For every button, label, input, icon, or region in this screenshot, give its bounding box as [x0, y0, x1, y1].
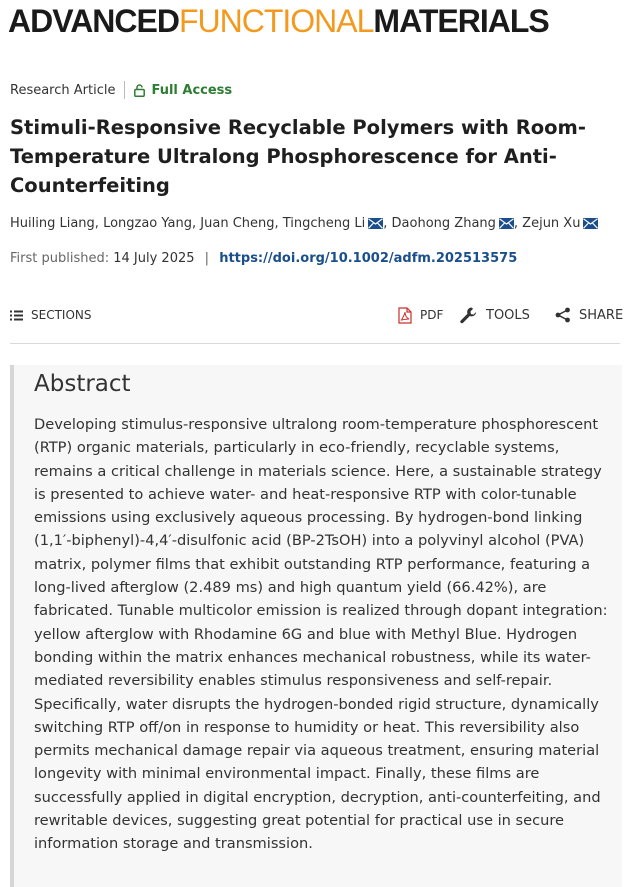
- share-button[interactable]: [555, 304, 623, 326]
- tools-button[interactable]: [459, 304, 530, 326]
- abstract-text: Developing stimulus-responsive ultralong room-temperature phosphorescent (RTP) organic materials, particularly in eco-friendly, recyclable systems, remains a critical challenge in materials science. Here, a sustainable strategy is presented to achieve water- and heat-responsive RTP with color-tunable emissions using exclusively aqueous processing. By hydrogen-bond linking (1,1′-biphenyl)-4,4′-disulfonic acid (BP-2TsOH) into a polyvinyl alcohol (PVA) matrix, polymer films that exhibit outstanding RTP performance, featuring a long-lived afterglow (2.489 ms) and high quantum yield (66.42%), are fabricated. Tunable multicolor emission is realized through dopant integration: yellow afterglow with Rhodamine 6G and blue with Methyl Blue. Hydrogen bonding within the matrix enhances mechanical robustness, while its water-mediated reversibility enables stimulus responsiveness and self-repair. Specifically, water disrupts the hydrogen-bonded rigid structure, dynamically switching RTP off/on in response to humidity or heat. This reversibility also permits mechanical damage repair via aqueous treatment, ensuring material longevity with minimal environmental impact. Finally, these films are successfully applied in digital encryption, decryption, anti-counterfeiting, and rewritable devices, suggesting great potential for practical use in secure information storage and transmission.: [34, 416, 608, 853]
- share-icon: [555, 307, 571, 323]
- pdf-button[interactable]: [398, 304, 443, 326]
- doi-link[interactable]: https://doi.org/10.1002/adfm.202513575: [219, 251, 518, 266]
- journal-logo-word-advanced: ADVANCED: [8, 3, 179, 39]
- publication-info: [10, 250, 517, 268]
- article-toolbar: [10, 304, 624, 326]
- access-badge: [134, 83, 232, 98]
- first-published-date: 14 July 2025: [113, 251, 195, 266]
- abstract-section: [10, 365, 622, 887]
- author[interactable]: [10, 216, 103, 231]
- pdf-icon: [398, 307, 412, 324]
- list-icon: [10, 310, 23, 321]
- email-icon[interactable]: [499, 218, 514, 229]
- email-icon[interactable]: [368, 218, 383, 229]
- author[interactable]: [103, 216, 200, 231]
- first-published-label: First published:: [10, 251, 110, 266]
- author-name[interactable]: Tingcheng Li: [282, 216, 366, 231]
- author-separator: ,: [192, 216, 201, 231]
- pdf-label: PDF: [420, 308, 444, 322]
- author-name[interactable]: Huiling Liang: [10, 216, 95, 231]
- article-type: Research Article: [10, 82, 116, 98]
- author-name[interactable]: Zejun Xu: [522, 216, 581, 231]
- email-icon[interactable]: [583, 218, 598, 229]
- journal-logo-word-functional: FUNCTIONAL: [178, 3, 374, 39]
- pub-divider: |: [204, 251, 210, 266]
- tools-label: TOOLS: [486, 307, 530, 323]
- toolbar-divider: [10, 343, 620, 344]
- journal-logo-word-materials: MATERIALS: [373, 3, 549, 39]
- journal-logo[interactable]: [8, 4, 608, 38]
- author[interactable]: [200, 216, 282, 231]
- open-lock-icon: [134, 84, 145, 97]
- author-name[interactable]: Longzao Yang: [103, 216, 193, 231]
- article-title: Stimuli-Responsive Recyclable Polymers with Room-Temperature Ultralong Phosphorescence for Anti-Counterfeiting: [10, 116, 586, 197]
- access-label: Full Access: [151, 82, 233, 98]
- article-meta: [10, 80, 232, 100]
- author[interactable]: [283, 216, 392, 231]
- author-name[interactable]: Juan Cheng: [200, 216, 275, 231]
- author-list: [10, 215, 625, 233]
- author-separator: ,: [274, 216, 283, 231]
- author[interactable]: [522, 216, 598, 231]
- sections-label: SECTIONS: [31, 308, 92, 322]
- author-separator: ,: [94, 216, 104, 231]
- share-label: SHARE: [579, 307, 624, 323]
- meta-divider: [124, 81, 125, 99]
- author[interactable]: [392, 216, 523, 231]
- author-name[interactable]: Daohong Zhang: [391, 216, 496, 231]
- abstract-heading: Abstract: [34, 371, 131, 397]
- author-separator: ,: [513, 216, 523, 231]
- wrench-icon: [459, 306, 478, 325]
- sections-button[interactable]: [10, 304, 92, 326]
- author-separator: ,: [383, 216, 392, 231]
